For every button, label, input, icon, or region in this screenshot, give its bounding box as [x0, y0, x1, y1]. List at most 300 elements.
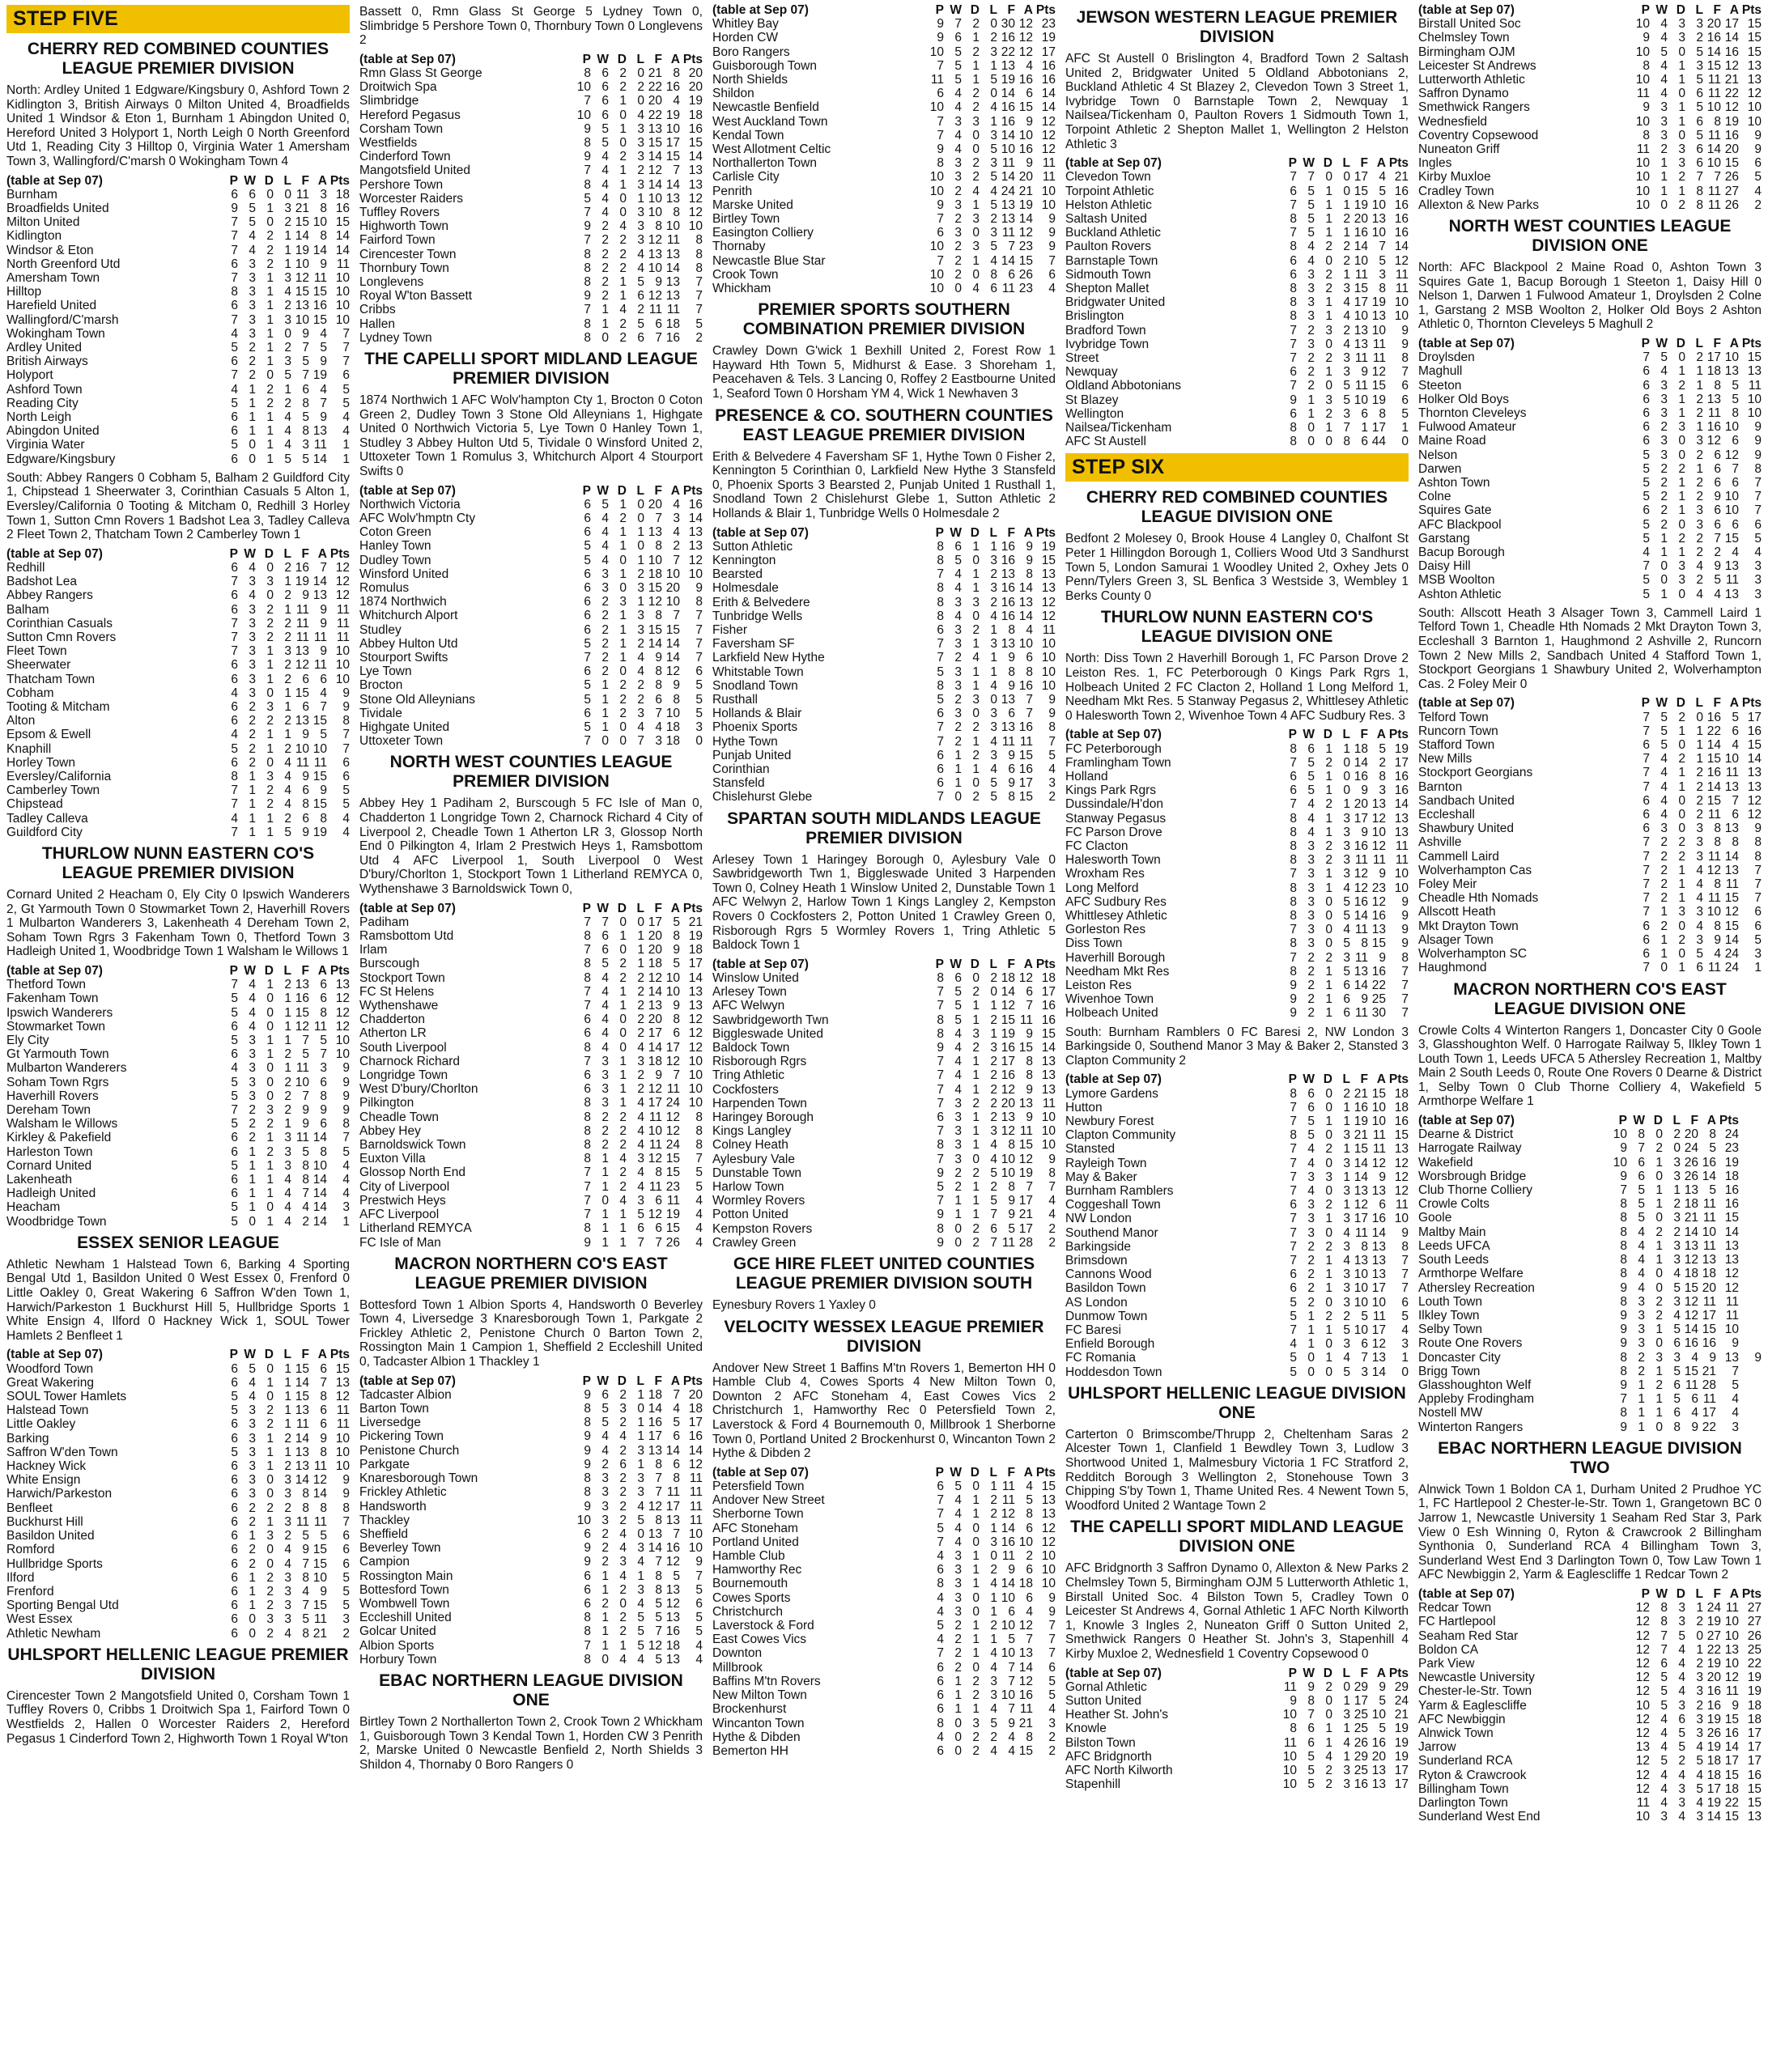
- team-name: AFC Newbiggin: [1418, 1712, 1506, 1726]
- stat-cell: 10: [1354, 1323, 1368, 1338]
- stat-cell: 19: [1724, 1155, 1739, 1170]
- stat-cell: 14: [648, 150, 662, 164]
- stat-cell: 14: [648, 1040, 662, 1055]
- stat-cell: 5: [231, 991, 238, 1006]
- stat-cell: 1: [1343, 1142, 1350, 1157]
- stat-cell: 5: [673, 1416, 680, 1430]
- stat-cell: 5: [1696, 947, 1703, 962]
- team-name: Fulwood Amateur: [1418, 420, 1516, 435]
- stat-cell: 9: [1401, 909, 1409, 923]
- stat-cell: 6: [937, 623, 944, 638]
- table-row: [1065, 365, 1409, 379]
- stat-cell: 1: [954, 1702, 962, 1717]
- table-row: [1065, 1281, 1409, 1295]
- stat-cell: 0: [1401, 1365, 1409, 1379]
- stat-cell: 0: [972, 776, 980, 791]
- table-row: [712, 45, 1056, 59]
- table-header-row: [1418, 1114, 1762, 1127]
- stat-cell: 26: [1706, 1726, 1721, 1740]
- team-name: Sandbach United: [1418, 793, 1515, 808]
- stat-cell: 12: [335, 588, 350, 603]
- stat-cell: 3: [249, 1075, 256, 1089]
- stat-cell: 7: [342, 341, 350, 355]
- stat-cell: 1: [1660, 546, 1668, 560]
- stat-cell: 16: [1354, 1100, 1368, 1115]
- table-row: [712, 1661, 1056, 1675]
- stat-cell: 5: [231, 1034, 238, 1048]
- stat-cell: 6: [1754, 517, 1762, 532]
- table-row: [1065, 1708, 1409, 1722]
- stat-cell: 21: [1018, 1716, 1033, 1730]
- stat-cell: 8: [1361, 936, 1368, 951]
- team-name: Street: [1065, 351, 1099, 365]
- table-row: [1418, 1782, 1762, 1796]
- header-cell: F: [301, 173, 309, 188]
- stat-cell: 9: [1401, 923, 1409, 937]
- stat-cell: 13: [665, 247, 680, 261]
- league-heading: EBAC NORTHERN LEAGUE DIVISION ONE: [379, 1671, 683, 1709]
- stat-cell: 1: [266, 644, 274, 659]
- stat-cell: 8: [1290, 853, 1297, 868]
- stat-cell: 8: [937, 156, 944, 171]
- stat-cell: 9: [937, 1166, 944, 1180]
- stat-cell: 1: [619, 525, 627, 540]
- table-row: [712, 129, 1056, 142]
- stat-cell: 0: [1678, 517, 1685, 532]
- stat-cell: 8: [695, 595, 703, 609]
- table-row: [359, 94, 703, 108]
- stat-cell: 11: [689, 1485, 703, 1500]
- stat-cell: 0: [1678, 822, 1685, 836]
- header-cell: (table at Sep 07): [6, 1348, 103, 1362]
- stat-cell: 2: [284, 1431, 291, 1446]
- stat-cell: 3: [1638, 1323, 1645, 1337]
- stat-cell: 13: [665, 275, 680, 290]
- stat-cell: 5: [1678, 1726, 1685, 1740]
- stat-cell: 9: [1048, 226, 1056, 240]
- team-name: Eccleshall: [1418, 808, 1475, 822]
- stat-cell: 3: [990, 720, 997, 735]
- team-name: Albion Sports: [359, 1638, 435, 1653]
- table-header-row: [712, 526, 1056, 540]
- table-row: [712, 596, 1056, 609]
- stat-cell: 3: [990, 1535, 997, 1549]
- stat-cell: 1: [284, 991, 291, 1006]
- stat-cell: 3: [249, 1473, 256, 1488]
- column-3: [712, 3, 1056, 1763]
- stat-cell: 4: [619, 1526, 627, 1541]
- stat-cell: 3: [1696, 1726, 1703, 1740]
- stat-cell: 2: [1307, 365, 1315, 380]
- table-row: [1065, 881, 1409, 895]
- team-name: Holyport: [6, 368, 53, 383]
- stat-cell: 2: [601, 651, 609, 665]
- header-cell: W: [1303, 1666, 1315, 1680]
- stat-cell: 4: [972, 651, 980, 665]
- stat-cell: 10: [1041, 664, 1056, 679]
- stat-cell: 1: [284, 229, 291, 244]
- stat-cell: 3: [637, 1443, 644, 1458]
- stat-cell: 2: [695, 330, 703, 345]
- team-name: Route One Rovers: [1418, 1336, 1523, 1351]
- stat-cell: 5: [1660, 350, 1668, 365]
- team-name: Cannons Wood: [1065, 1267, 1152, 1282]
- table-row: [6, 1473, 350, 1487]
- stat-cell: 12: [1635, 1726, 1650, 1740]
- stat-cell: 1: [266, 811, 274, 826]
- stat-cell: 5: [1307, 197, 1315, 212]
- table-row: [712, 1110, 1056, 1124]
- stat-cell: 7: [695, 636, 703, 651]
- stat-cell: 5: [1696, 73, 1703, 87]
- stat-cell: 22: [1371, 979, 1386, 993]
- stat-cell: 8: [937, 1577, 944, 1591]
- stat-cell: 9: [584, 1429, 591, 1444]
- stat-cell: 17: [1354, 170, 1368, 185]
- stat-cell: 21: [1702, 1364, 1716, 1378]
- stat-cell: 1: [990, 114, 997, 129]
- stat-cell: 4: [231, 1061, 238, 1076]
- stat-cell: 6: [673, 1429, 680, 1444]
- stat-cell: 3: [284, 270, 291, 285]
- stat-cell: 5: [1660, 1754, 1668, 1768]
- results-text: South: Allscott Heath 3 Alsager Town 3, Cammell Laird 1 Telford Town 1, Cheadle Hth Nomads 2 Mkt Drayton Town 3, Eccleshall 3 Barnton 1, Haughmond 2 Ashville 2, Runcorn Town 2 New Mills 2, Sandbach United 4 Stafford Town 1, Stockport Georgians 1 Shawbury United 2, Wolverhampton Cas. 2 Foley Meir 0: [1418, 605, 1762, 691]
- stat-cell: 24: [1001, 184, 1015, 198]
- stat-cell: 4: [1343, 1254, 1350, 1268]
- stat-cell: 1: [284, 1403, 291, 1418]
- stat-cell: 0: [972, 128, 980, 142]
- team-name: Saffron W'den Town: [6, 1445, 118, 1459]
- stat-cell: 9: [1048, 1590, 1056, 1605]
- stat-cell: 7: [1026, 1180, 1033, 1195]
- stat-cell: 2: [619, 1513, 627, 1527]
- table-row: [712, 609, 1056, 623]
- stat-cell: 8: [1290, 435, 1297, 449]
- stat-cell: 5: [1714, 573, 1721, 588]
- team-name: Campion: [359, 1555, 410, 1569]
- stat-cell: 10: [1001, 1166, 1015, 1180]
- stat-cell: 10: [688, 1541, 703, 1556]
- stat-cell: 2: [1343, 1086, 1350, 1101]
- stat-cell: 3: [249, 1403, 256, 1418]
- stat-cell: 17: [1394, 755, 1409, 770]
- stat-cell: 3: [284, 201, 291, 215]
- team-name: AFC Stoneham: [712, 1521, 798, 1535]
- stat-cell: 16: [1001, 581, 1015, 596]
- stat-cell: 11: [1001, 1235, 1015, 1250]
- stat-cell: 15: [1018, 1041, 1033, 1055]
- stat-cell: 5: [695, 692, 703, 707]
- stat-cell: 2: [1696, 392, 1703, 406]
- stat-cell: 10: [1354, 1295, 1368, 1310]
- table-row: [1065, 240, 1409, 253]
- team-name: Knowle: [1065, 1722, 1107, 1736]
- stat-cell: 11: [1395, 267, 1409, 282]
- stat-cell: 2: [990, 1068, 997, 1083]
- stat-cell: 12: [295, 1019, 309, 1034]
- stat-cell: 16: [688, 497, 703, 512]
- stat-cell: 6: [231, 1144, 238, 1159]
- stat-cell: 13: [1001, 212, 1015, 227]
- stat-cell: 6: [1643, 434, 1650, 448]
- stat-cell: 5: [637, 1638, 644, 1653]
- team-name: Cammell Laird: [1418, 849, 1499, 864]
- stat-cell: 18: [688, 943, 703, 957]
- stat-cell: 10: [929, 100, 944, 115]
- stat-cell: 21: [312, 1626, 327, 1641]
- team-name: Eccleshill United: [359, 1611, 452, 1625]
- stat-cell: 3: [619, 1402, 627, 1416]
- team-name: Needham Mkt Res: [1065, 964, 1170, 979]
- stat-cell: 8: [1290, 1128, 1297, 1143]
- stat-cell: 6: [231, 410, 238, 425]
- team-name: Newbury Forest: [1065, 1115, 1154, 1129]
- team-name: Darwen: [1418, 461, 1462, 476]
- stat-cell: 11: [1636, 1795, 1650, 1810]
- team-name: Paulton Rovers: [1065, 240, 1151, 254]
- league-heading: UHLSPORT HELLENIC LEAGUE PREMIER DIVISION: [7, 1645, 349, 1684]
- stat-cell: 4: [1660, 779, 1668, 794]
- stat-cell: 20: [1706, 17, 1721, 32]
- stat-cell: 6: [954, 31, 962, 45]
- stat-cell: 13: [688, 984, 703, 999]
- stat-cell: 17: [1018, 776, 1033, 791]
- stat-cell: 1: [972, 1194, 980, 1208]
- stat-cell: 1: [266, 658, 274, 673]
- table-row: [359, 637, 703, 651]
- stat-cell: 5: [990, 240, 997, 254]
- stat-cell: 2: [1660, 503, 1668, 518]
- table-row: [6, 658, 350, 672]
- stat-cell: 3: [954, 1138, 962, 1153]
- header-cell: L: [283, 546, 291, 561]
- stat-cell: 10: [1041, 1549, 1056, 1564]
- stat-cell: 16: [295, 991, 309, 1006]
- stat-cell: 1: [619, 1082, 627, 1097]
- stat-cell: 5: [302, 1144, 309, 1159]
- stat-cell: 8: [584, 1402, 591, 1416]
- stat-cell: 14: [1001, 253, 1015, 268]
- table-row: [1065, 979, 1409, 992]
- table-row: [6, 383, 350, 397]
- stat-cell: 8: [655, 1513, 662, 1527]
- table-row: [1418, 961, 1762, 974]
- stat-cell: 8: [937, 1013, 944, 1027]
- team-name: Doncaster City: [1418, 1350, 1501, 1365]
- stat-cell: 5: [1660, 1698, 1668, 1713]
- stat-cell: 4: [1696, 919, 1703, 933]
- stat-cell: 1: [266, 1514, 274, 1529]
- stat-cell: 10: [929, 170, 944, 185]
- stat-cell: 8: [1401, 950, 1409, 965]
- table-row: [1418, 364, 1762, 378]
- stat-cell: 10: [1635, 197, 1650, 212]
- stat-cell: 4: [249, 229, 256, 244]
- stat-cell: 9: [320, 1431, 327, 1446]
- stat-cell: 0: [1325, 1708, 1332, 1722]
- stat-cell: 7: [1290, 197, 1297, 212]
- stat-cell: 10: [335, 658, 350, 673]
- stat-cell: 7: [1401, 979, 1409, 993]
- stat-cell: 9: [1709, 1350, 1716, 1365]
- stat-cell: 9: [655, 275, 662, 290]
- stat-cell: 14: [1354, 755, 1368, 770]
- stat-cell: 2: [266, 396, 274, 410]
- stat-cell: 8: [302, 1570, 309, 1585]
- header-cell: W: [597, 52, 609, 66]
- stat-cell: 3: [284, 1158, 291, 1173]
- table-row: [6, 561, 350, 575]
- stat-cell: 14: [1724, 932, 1739, 947]
- team-name: Thornaby: [712, 240, 766, 254]
- stat-cell: 3: [990, 156, 997, 171]
- table-row: [1418, 1309, 1762, 1323]
- stat-cell: 7: [231, 1103, 238, 1118]
- stat-cell: 11: [648, 1110, 662, 1124]
- stat-cell: 14: [665, 177, 680, 192]
- table-row: [359, 275, 703, 289]
- team-name: Garstang: [1418, 531, 1470, 546]
- header-cell: P: [582, 52, 591, 66]
- stat-cell: 4: [637, 1179, 644, 1194]
- stat-cell: 1: [1325, 741, 1332, 756]
- stat-cell: 7: [584, 1193, 591, 1208]
- team-name: Steeton: [1418, 378, 1462, 393]
- stat-cell: 6: [584, 1026, 591, 1041]
- stat-cell: 0: [619, 1026, 627, 1041]
- stat-cell: 5: [1343, 936, 1350, 951]
- stat-cell: 20: [1018, 170, 1033, 185]
- stat-cell: 6: [695, 1596, 703, 1611]
- table-row: [712, 254, 1056, 268]
- stat-cell: 0: [1325, 1295, 1332, 1310]
- table-row: [6, 368, 350, 382]
- stat-cell: 7: [1643, 779, 1650, 794]
- header-cell: F: [1007, 525, 1015, 540]
- stat-cell: 9: [1691, 1420, 1698, 1434]
- stat-cell: 5: [954, 999, 962, 1013]
- table-row: [359, 1527, 703, 1541]
- stat-cell: 5: [584, 678, 591, 693]
- stat-cell: 2: [284, 741, 291, 756]
- team-name: Sunderland RCA: [1418, 1754, 1513, 1768]
- stat-cell: 1: [1325, 1281, 1332, 1296]
- stat-cell: 4: [990, 762, 997, 777]
- team-name: Gorleston Res: [1065, 923, 1146, 937]
- stat-cell: 7: [1401, 1267, 1409, 1282]
- league-heading: UHLSPORT HELLENIC LEAGUE DIVISION ONE: [1068, 1383, 1406, 1422]
- stat-cell: 2: [1307, 979, 1315, 993]
- stat-cell: 8: [1290, 909, 1297, 923]
- stat-cell: 16: [1001, 100, 1015, 115]
- league-heading: CHERRY RED COMBINED COUNTIES LEAGUE DIVISION ONE: [1086, 488, 1388, 527]
- league-heading: ESSEX SENIOR LEAGUE: [77, 1233, 279, 1252]
- stat-cell: 7: [937, 734, 944, 749]
- stat-cell: 5: [231, 1005, 238, 1020]
- header-cell: A: [1023, 525, 1033, 540]
- stat-cell: 2: [990, 971, 997, 986]
- table-row: [712, 1646, 1056, 1660]
- stat-cell: 2: [284, 714, 291, 728]
- stat-cell: 7: [937, 1194, 944, 1208]
- stat-cell: 10: [335, 312, 350, 327]
- stat-cell: 10: [1354, 253, 1368, 268]
- stat-cell: 10: [929, 267, 944, 282]
- stat-cell: 17: [1018, 1221, 1033, 1236]
- stat-cell: 2: [619, 512, 627, 526]
- team-name: Gornal Athletic: [1065, 1679, 1147, 1694]
- stat-cell: 7: [1290, 1323, 1297, 1338]
- stat-cell: 10: [312, 1570, 327, 1585]
- stat-cell: 1: [266, 1459, 274, 1474]
- stat-cell: 4: [1307, 797, 1315, 812]
- stat-cell: 0: [1678, 448, 1685, 462]
- team-name: Nuneaton Griff: [1418, 142, 1500, 157]
- stat-cell: 12: [1684, 1253, 1698, 1267]
- stat-cell: 4: [249, 1019, 256, 1034]
- team-name: Burnham Ramblers: [1065, 1184, 1174, 1199]
- stat-cell: 9: [320, 783, 327, 798]
- stat-cell: 10: [1747, 406, 1762, 421]
- stat-cell: 6: [231, 561, 238, 575]
- stat-cell: 1: [266, 1214, 274, 1229]
- stat-cell: 0: [972, 267, 980, 282]
- stat-cell: 4: [954, 1068, 962, 1083]
- stat-cell: 0: [284, 326, 291, 341]
- stat-cell: 0: [1343, 170, 1350, 185]
- table-row: [6, 812, 350, 826]
- stat-cell: 0: [266, 686, 274, 700]
- stat-cell: 20: [1371, 1749, 1386, 1764]
- table-row: [1418, 947, 1762, 961]
- stat-cell: 10: [688, 567, 703, 581]
- table-row: [712, 776, 1056, 790]
- stat-cell: 2: [1325, 1198, 1332, 1212]
- stat-cell: 11: [1019, 1702, 1033, 1717]
- stat-cell: 9: [1026, 1110, 1033, 1125]
- header-cell: W: [950, 957, 962, 971]
- stat-cell: 10: [1747, 100, 1762, 115]
- stat-cell: 9: [1361, 783, 1368, 798]
- team-name: Irlam: [359, 943, 388, 957]
- stat-cell: 5: [637, 1208, 644, 1222]
- stat-cell: 2: [972, 1688, 980, 1703]
- stat-cell: 10: [335, 1431, 350, 1446]
- stat-cell: 1: [990, 651, 997, 665]
- stat-cell: 1: [1307, 406, 1315, 421]
- header-cell: (table at Sep 07): [359, 52, 456, 66]
- stat-cell: 3: [954, 623, 962, 638]
- team-name: Stockport Town: [359, 970, 445, 985]
- stat-cell: 7: [601, 915, 609, 929]
- header-cell: Pts: [1388, 156, 1409, 171]
- stat-cell: 1: [619, 984, 627, 999]
- stat-cell: 11: [1283, 1679, 1297, 1694]
- stat-cell: 3: [1696, 1684, 1703, 1699]
- stat-cell: 29: [1354, 1749, 1368, 1764]
- stat-cell: 4: [1696, 1795, 1703, 1810]
- stat-cell: 6: [231, 1626, 238, 1641]
- stat-cell: 5: [231, 1445, 238, 1459]
- stat-cell: 5: [1660, 738, 1668, 753]
- stat-cell: 2: [284, 631, 291, 645]
- stat-cell: 0: [249, 452, 256, 466]
- team-name: Eversley/California: [6, 770, 112, 784]
- header-cell: (table at Sep 07): [1065, 156, 1162, 171]
- stat-cell: 4: [1026, 623, 1033, 638]
- stat-cell: 3: [1678, 17, 1685, 32]
- stat-cell: 2: [954, 212, 962, 227]
